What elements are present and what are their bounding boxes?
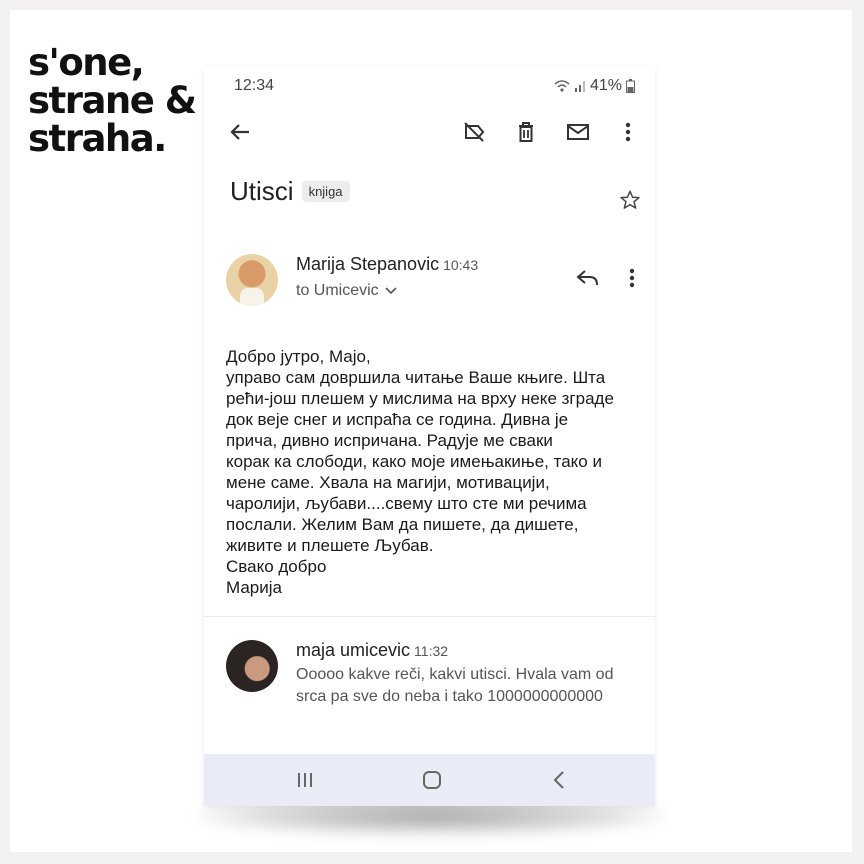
- body-line: живите и плешете Љубав.: [226, 536, 434, 555]
- system-nav-bar: [204, 754, 655, 806]
- recipient: to Umicevic: [296, 282, 379, 299]
- phone-screen: [204, 66, 655, 806]
- brand-line: strane &: [28, 79, 196, 122]
- sender-avatar[interactable]: [226, 254, 278, 306]
- home-icon[interactable]: [419, 767, 445, 793]
- divider: [204, 616, 655, 617]
- body-line: послали. Желим Вам да пишете, да дишете,: [226, 515, 579, 534]
- label-off-icon[interactable]: [460, 118, 488, 146]
- wifi-icon: [554, 79, 570, 93]
- body-line: управо сам довршила читање Ваше књиге. Шта: [226, 368, 606, 387]
- snippet-line: Ooooo kakve reči, kakvi utisci. Hvala vam od: [296, 666, 614, 683]
- brand-logo: [28, 41, 196, 160]
- brand-line: straha.: [28, 117, 166, 160]
- status-bar: [204, 66, 655, 102]
- message-more-icon[interactable]: [622, 266, 642, 290]
- reply-avatar[interactable]: [226, 640, 278, 692]
- status-indicators: [554, 77, 635, 95]
- body-line: Марија: [226, 578, 282, 597]
- snippet-line: srca pa sve do neba i tako 1000000000000: [296, 688, 603, 705]
- star-icon[interactable]: [618, 188, 642, 212]
- body-line: корак ка слободи, како моје имењакиње, тако и: [226, 452, 602, 471]
- body-line: Добро јутро, Мајо,: [226, 347, 371, 366]
- reply-sender: maja umicevic: [296, 640, 411, 660]
- back-icon[interactable]: [546, 767, 572, 793]
- chevron-down-icon[interactable]: [385, 287, 397, 295]
- status-time: 12:34: [234, 77, 275, 94]
- recent-apps-icon[interactable]: [292, 767, 318, 793]
- sender-name: Marija Stepanovic: [296, 254, 440, 274]
- body-line: Свако добро: [226, 557, 327, 576]
- signal-icon: [574, 79, 586, 93]
- label-chip[interactable]: knjiga: [302, 181, 350, 202]
- recipient-row[interactable]: [296, 282, 397, 300]
- body-line: прича, дивно испричана. Радује ме сваки: [226, 431, 553, 450]
- reply-time: 11:32: [414, 643, 449, 659]
- sender-name-row: [296, 254, 478, 275]
- reply-icon[interactable]: [576, 266, 600, 290]
- battery-percent: 41%: [589, 77, 622, 94]
- battery-icon: [626, 79, 635, 93]
- reply-header[interactable]: [296, 640, 448, 661]
- mail-icon[interactable]: [564, 118, 592, 146]
- delete-icon[interactable]: [512, 118, 540, 146]
- body-line: чаролији, љубави....свему што сте ми речима: [226, 494, 587, 513]
- back-arrow-icon[interactable]: [226, 118, 254, 146]
- more-vert-icon[interactable]: [614, 118, 642, 146]
- email-subject: Utisci: [230, 176, 294, 206]
- reply-snippet[interactable]: [296, 664, 648, 708]
- body-line: мене саме. Хвала на магији, мотивацији,: [226, 473, 550, 492]
- body-line: док веје снег и испраћа се година. Дивна је: [226, 410, 569, 429]
- body-line: рећи-још плешем у мислима на врху неке зграде: [226, 389, 614, 408]
- subject-row: [230, 176, 350, 207]
- message-time: 10:43: [443, 257, 479, 273]
- message-body: [226, 346, 646, 598]
- brand-line: s'one,: [28, 41, 144, 84]
